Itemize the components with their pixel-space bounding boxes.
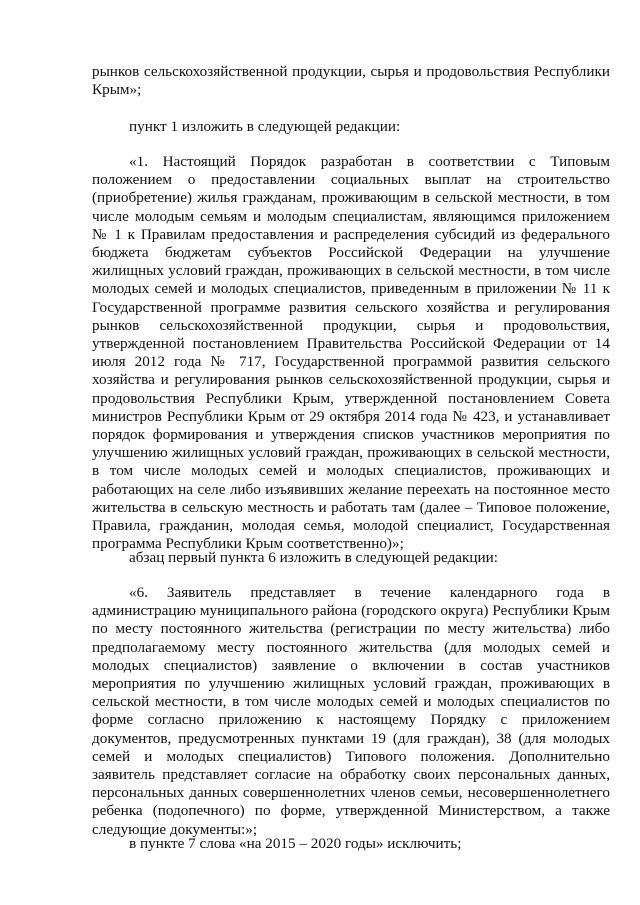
- paragraph-continuation: рынков сельскохозяйственной продукции, сырья и продовольствия Республики Крым»;: [92, 63, 610, 99]
- paragraph-amend-point-1: пункт 1 изложить в следующей редакции:: [129, 118, 401, 135]
- paragraph-amend-point-6: абзац первый пункта 6 изложить в следующей редакции:: [129, 549, 499, 566]
- paragraph-point-6-text: «6. Заявитель представляет в течение календарного года в администрацию муниципального района (городского округа) Республики Крым по месту постоянного жительства (регистрации по месту жительства) либо предполагаемому месту постоянного жительства (для молодых семей и молодых специалистов) заявление о включении в состав участников мероприятия по улучшению жилищных условий граждан, проживающих в сельской местности, в том числе молодых семей и молодых специалистов по форме согласно приложению к настоящему Порядку с приложением документов, предусмотренных пунктами 19 (для граждан), 38 (для молодых семей и молодых специалистов) Типового положения. Дополнительно заявитель представляет согласие на обработку своих персональных данных, персональных данных совершеннолетних членов семьи, несовершеннолетнего ребенка (подопечного) по форме, утвержденной Министерством, а также следующие документы:»;: [92, 584, 610, 838]
- paragraph-point-7-amend: в пункте 7 слова «на 2015 – 2020 годы» исключить;: [129, 835, 462, 852]
- paragraph-point-1-text: «1. Настоящий Порядок разработан в соответствии с Типовым положением о предоставлении социальных выплат на строительство (приобретение) жилья гражданам, проживающим в сельской местности, в том числе молодым семьям и молодым специалистам, являющимся приложением № 1 к Правилам предоставления и распределения субсидий из федерального бюджета бюджетам субъектов Российской Федерации на улучшение жилищных условий граждан, проживающих в сельской местности, в том числе молодых семей и молодых специалистов, приведенным в приложении № 11 к Государственной программе развития сельского хозяйства и регулирования рынков сельскохозяйственной продукции, сырья и продовольствия, утвержденной постановлением Правительства Российской Федерации от 14 июля 2012 года № 717, Государственной программой развития сельского хозяйства и регулирования рынков сельскохозяйственной продукции, сырья и продовольствия Республики Крым, утвержденной постановлением Совета министров Республики Крым от 29 октября 2014 года № 423, и устанавливает порядок формирования и утверждения списков участников мероприятия по улучшению жилищных условий граждан, проживающих в сельской местности, в том числе молодых семей и молодых специалистов, проживающих и работающих на селе либо изъявивших желание переехать на постоянное место жительства в сельскую местность и работать там (далее – Типовое положение, Правила, гражданин, молодая семья, молодой специалист, Государственная программа Республики Крым соответственно)»;: [92, 153, 610, 553]
